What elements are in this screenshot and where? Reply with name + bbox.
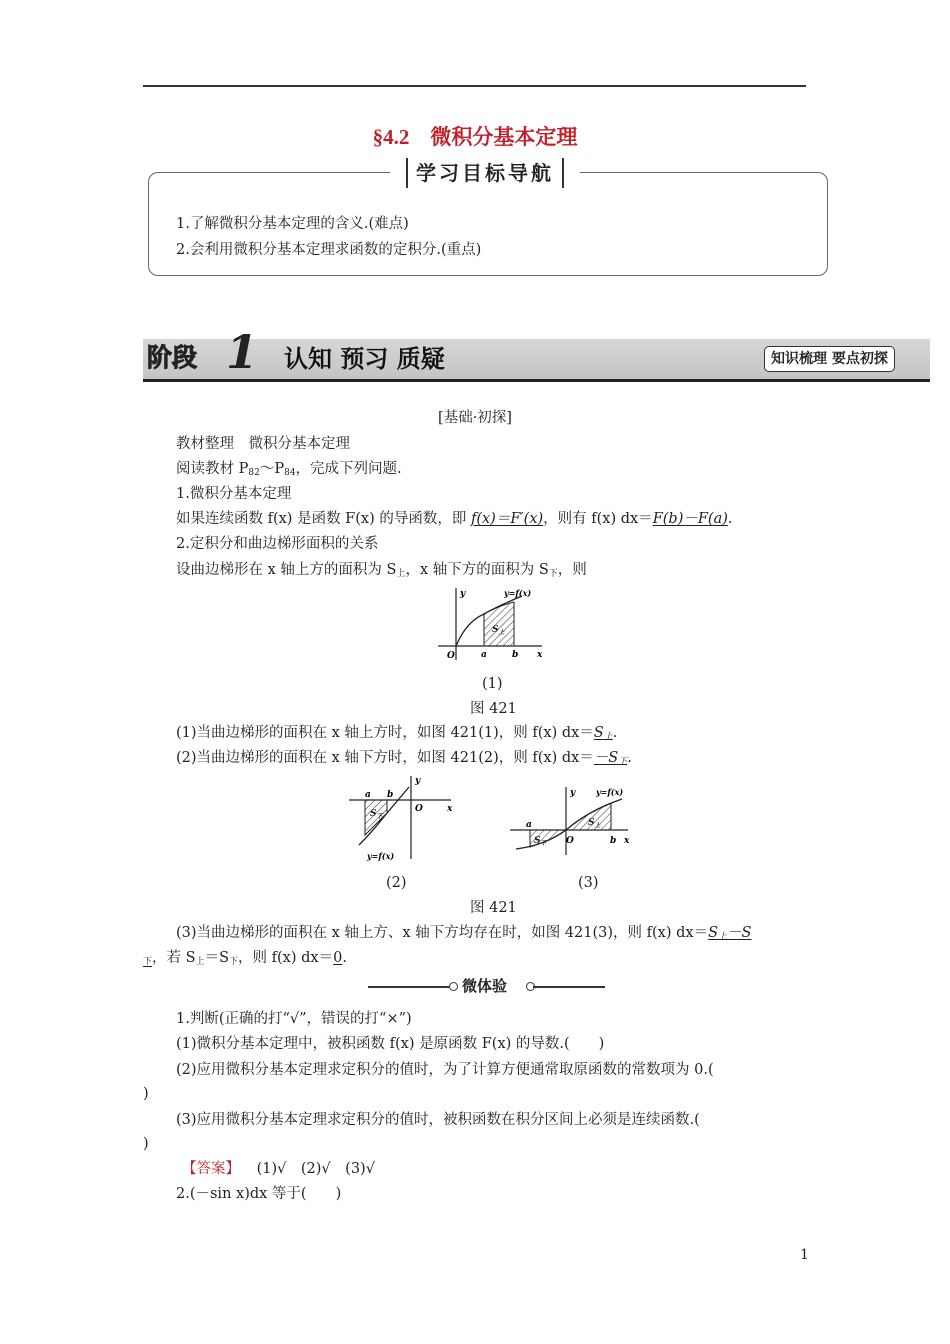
micro-rule-left xyxy=(368,986,450,988)
theorem-blank-1: f(x)＝F′(x) xyxy=(470,511,544,527)
read-line: 阅读教材 $P_{82}\sim P_{84}$，完成下列问题. xyxy=(176,461,402,478)
f3-origin: O xyxy=(566,836,574,846)
page-number: 1 xyxy=(800,1247,809,1263)
f3-curve-label: y=f(x) xyxy=(596,787,624,797)
case-2-blank: $-S_下$ xyxy=(593,750,628,767)
answer-label: 【答案】 xyxy=(182,1161,240,1177)
question-1b-close: ) xyxy=(143,1086,149,1102)
fig1-label: 图 421 xyxy=(470,701,517,717)
fig1-caption: (1) xyxy=(482,676,503,692)
question-1c-close: ) xyxy=(143,1136,149,1152)
question-1a: (1)微积分基本定理中，被积函数 f(x) 是原函数 F(x) 的导数.( ) xyxy=(176,1036,605,1052)
fig2-label: 图 421 xyxy=(470,900,517,916)
f3-area-up-label: $S_上$ xyxy=(588,818,601,829)
answer-line xyxy=(182,1159,375,1179)
f2-y-label: y xyxy=(415,776,421,786)
setup-line: 设曲边梯形在 x 轴上方的面积为 $S_上$，x 轴下方的面积为 $S_下$，则 xyxy=(176,562,587,579)
stage-number: 1 xyxy=(226,325,259,379)
f2-b: b xyxy=(387,790,394,800)
f1-y-label: y xyxy=(460,589,466,599)
f2-a: a xyxy=(365,790,371,800)
figure-1 xyxy=(430,584,550,664)
case-3-blank: $S_上-S$ xyxy=(708,925,752,942)
micro-dot-left xyxy=(449,982,458,991)
f3-y-label: y xyxy=(570,788,576,798)
f1-x-label: x xyxy=(537,650,543,660)
f3-b: b xyxy=(610,836,617,846)
question-1b: (2)应用微积分基本定理求定积分的值时，为了计算方便通常取原函数的常数项为 0.( xyxy=(176,1062,714,1078)
f2-x-label: x xyxy=(447,804,453,814)
section-title: §4.2 微积分基本定理 xyxy=(372,125,578,149)
heading-relation: 2.定积分和曲边梯形面积的关系 xyxy=(176,536,379,552)
f2-origin: O xyxy=(415,804,423,814)
case-3: (3)当曲边梯形的面积在 x 轴上方、x 轴下方均存在时，如图 421(3)，则 f(x) $dx=S_上-S$ xyxy=(176,925,752,942)
theorem-line: 如果连续函数 f(x) 是函数 F(x) 的导函数，即 f(x)＝F′(x)，则有 f(x) dx＝F(b)－F(a). xyxy=(176,511,733,527)
basic-heading: [基础·初探] xyxy=(438,410,512,426)
micro-rule-right xyxy=(533,986,605,988)
f1-a: a xyxy=(481,650,487,660)
goal-1: 1.了解微积分基本定理的含义.(难点) xyxy=(176,216,409,232)
f2-curve-label: y=f(x) xyxy=(367,851,395,861)
figure-3 xyxy=(506,783,636,858)
stage-title: 认知 预习 质疑 xyxy=(284,345,445,373)
f1-area xyxy=(484,602,514,646)
fig2-caption: (2) xyxy=(386,875,407,891)
case-2: (2)当曲边梯形的面积在 x 轴下方时，如图 421(2)，则 f(x) $dx=-S_下$. xyxy=(176,750,632,767)
f3-area-down-label: $S_下$ xyxy=(534,836,547,847)
textbook-heading: 教材整理 微积分基本定理 xyxy=(176,436,350,452)
stage-label: 阶段 xyxy=(147,343,198,372)
f1-curve-label: y=f(x) xyxy=(504,588,532,598)
top-rule xyxy=(143,85,806,87)
answer-text: (1)√ (2)√ (3)√ xyxy=(256,1161,375,1177)
question-2: 2.(－sin x)dx 等于( ) xyxy=(176,1186,342,1202)
case-1-blank: $S_上$ xyxy=(593,725,613,742)
f1-b: b xyxy=(512,650,519,660)
case-3-line2: $_下$，若 $S_上=S_下$，则 f(x) dx＝0. xyxy=(143,950,347,967)
micro-title: 微体验 xyxy=(462,977,508,995)
theorem-blank-2: F(b)－F(a) xyxy=(652,511,728,527)
f1-origin: O xyxy=(447,651,455,661)
question-1: 1.判断(正确的打“√”，错误的打“×”) xyxy=(176,1011,412,1027)
f2-area-label: $S_下$ xyxy=(370,809,383,820)
figure-2 xyxy=(345,773,460,863)
fig3-caption: (3) xyxy=(578,875,599,891)
case-1: (1)当曲边梯形的面积在 x 轴上方时，如图 421(1)，则 f(x) $dx=S_上$. xyxy=(176,725,618,742)
goal-2: 2.会利用微积分基本定理求函数的定积分.(重点) xyxy=(176,242,482,258)
case-3-zero: 0 xyxy=(333,950,343,966)
heading-theorem: 1.微积分基本定理 xyxy=(176,486,292,502)
goals-title: 学习目标导航 xyxy=(406,158,564,188)
f1-area-label: $S_上$ xyxy=(492,625,505,636)
f3-a: a xyxy=(526,820,532,830)
question-1c: (3)应用微积分基本定理求定积分的值时，被积函数在积分区间上必须是连续函数.( xyxy=(176,1112,700,1128)
stage-tag: 知识梳理 要点初探 xyxy=(764,346,895,372)
f3-x-label: x xyxy=(624,836,630,846)
goals-title-wrap xyxy=(390,158,580,188)
